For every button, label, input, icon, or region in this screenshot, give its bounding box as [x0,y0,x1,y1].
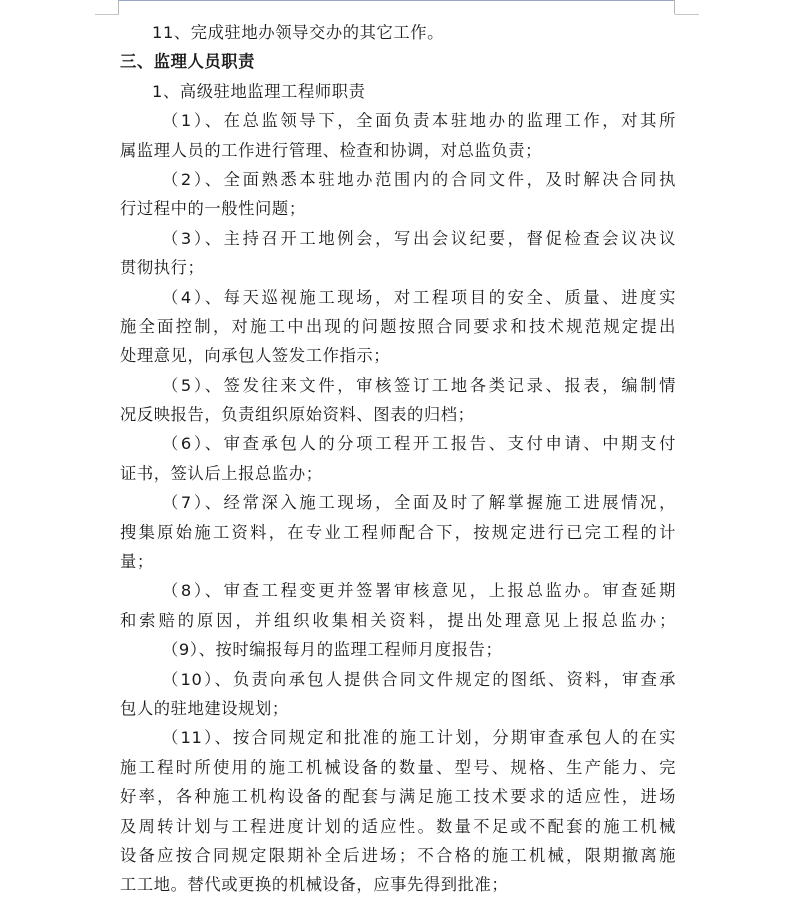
paragraph-line: 11、完成驻地办领导交办的其它工作。 [152,23,445,42]
crop-mark-right-horizontal [675,14,699,15]
paragraph-line: 好率，各种施工机构设备的配套与满足施工技术要求的适应性，进场 [120,787,676,807]
paragraph-line: （2）、全面熟悉本驻地办范围内的合同文件，及时解决合同执 [162,169,676,189]
paragraph-line: 搜集原始施工资料，在专业工程师配合下，按规定进行已完工程的计 [120,522,676,542]
paragraph-line: 量； [120,552,154,572]
paragraph-line: 工工地。替代或更换的机械设备，应事先得到批准； [120,875,509,895]
paragraph-line: 贯彻执行； [120,258,205,278]
paragraph-line: 行过程中的一般性问题； [120,199,306,219]
paragraph-line: 况反映报告，负责组织原始资料、图表的归档； [120,405,475,425]
subsection-heading: 1、高级驻地监理工程师职责 [152,81,366,101]
paragraph-line: 设备应按合同规定限期补全后进场；不合格的施工机械，限期撤离施 [120,845,676,865]
crop-mark-left [118,0,119,14]
page-top-border [118,0,675,1]
paragraph-line: 及周转计划与工程进度计划的适应性。数量不足或不配套的施工机械 [120,816,676,836]
paragraph-line: （5）、签发往来文件，审核签订工地各类记录、报表，编制情 [162,375,676,395]
paragraph-line: （3）、主持召开工地例会，写出会议纪要，督促检查会议决议 [162,228,676,248]
paragraph-line: （7）、经常深入施工现场，全面及时了解掌握施工进展情况， [162,493,676,513]
paragraph-line: （9）、按时编报每月的监理工程师月度报告； [162,640,503,660]
paragraph-line: （6）、审查承包人的分项工程开工报告、支付申请、中期支付 [162,434,676,454]
paragraph-line: （10）、负责向承包人提供合同文件规定的图纸、资料，审查承 [162,669,676,689]
paragraph-line: 包人的驻地建设规划； [120,698,289,718]
paragraph-line: 施工程时所使用的施工机械设备的数量、型号、规格、生产能力、完 [120,757,676,777]
document-body [120,18,676,900]
crop-mark-left-horizontal [95,14,119,15]
section-heading: 三、监理人员职责 [120,52,256,72]
paragraph-line: 证书，签认后上报总监办； [120,463,323,483]
crop-mark-right [674,0,675,14]
paragraph-line: 和索赔的原因，并组织收集相关资料，提出处理意见上报总监办； [120,610,676,630]
paragraph-line: 处理意见，向承包人签发工作指示； [120,346,391,366]
paragraph-line: （11）、按合同规定和批准的施工计划，分期审查承包人的在实 [162,728,676,748]
paragraph-line: 施全面控制，对施工中出现的问题按照合同要求和技术规范规定提出 [120,316,676,336]
paragraph-line: （1）、在总监领导下，全面负责本驻地办的监理工作，对其所 [162,111,676,131]
paragraph-line: （4）、每天巡视施工现场，对工程项目的安全、质量、进度实 [162,287,676,307]
paragraph-line: 属监理人员的工作进行管理、检查和协调，对总监负责； [120,140,543,160]
paragraph-line: （8）、审查工程变更并签署审核意见，上报总监办。审查延期 [162,581,676,601]
